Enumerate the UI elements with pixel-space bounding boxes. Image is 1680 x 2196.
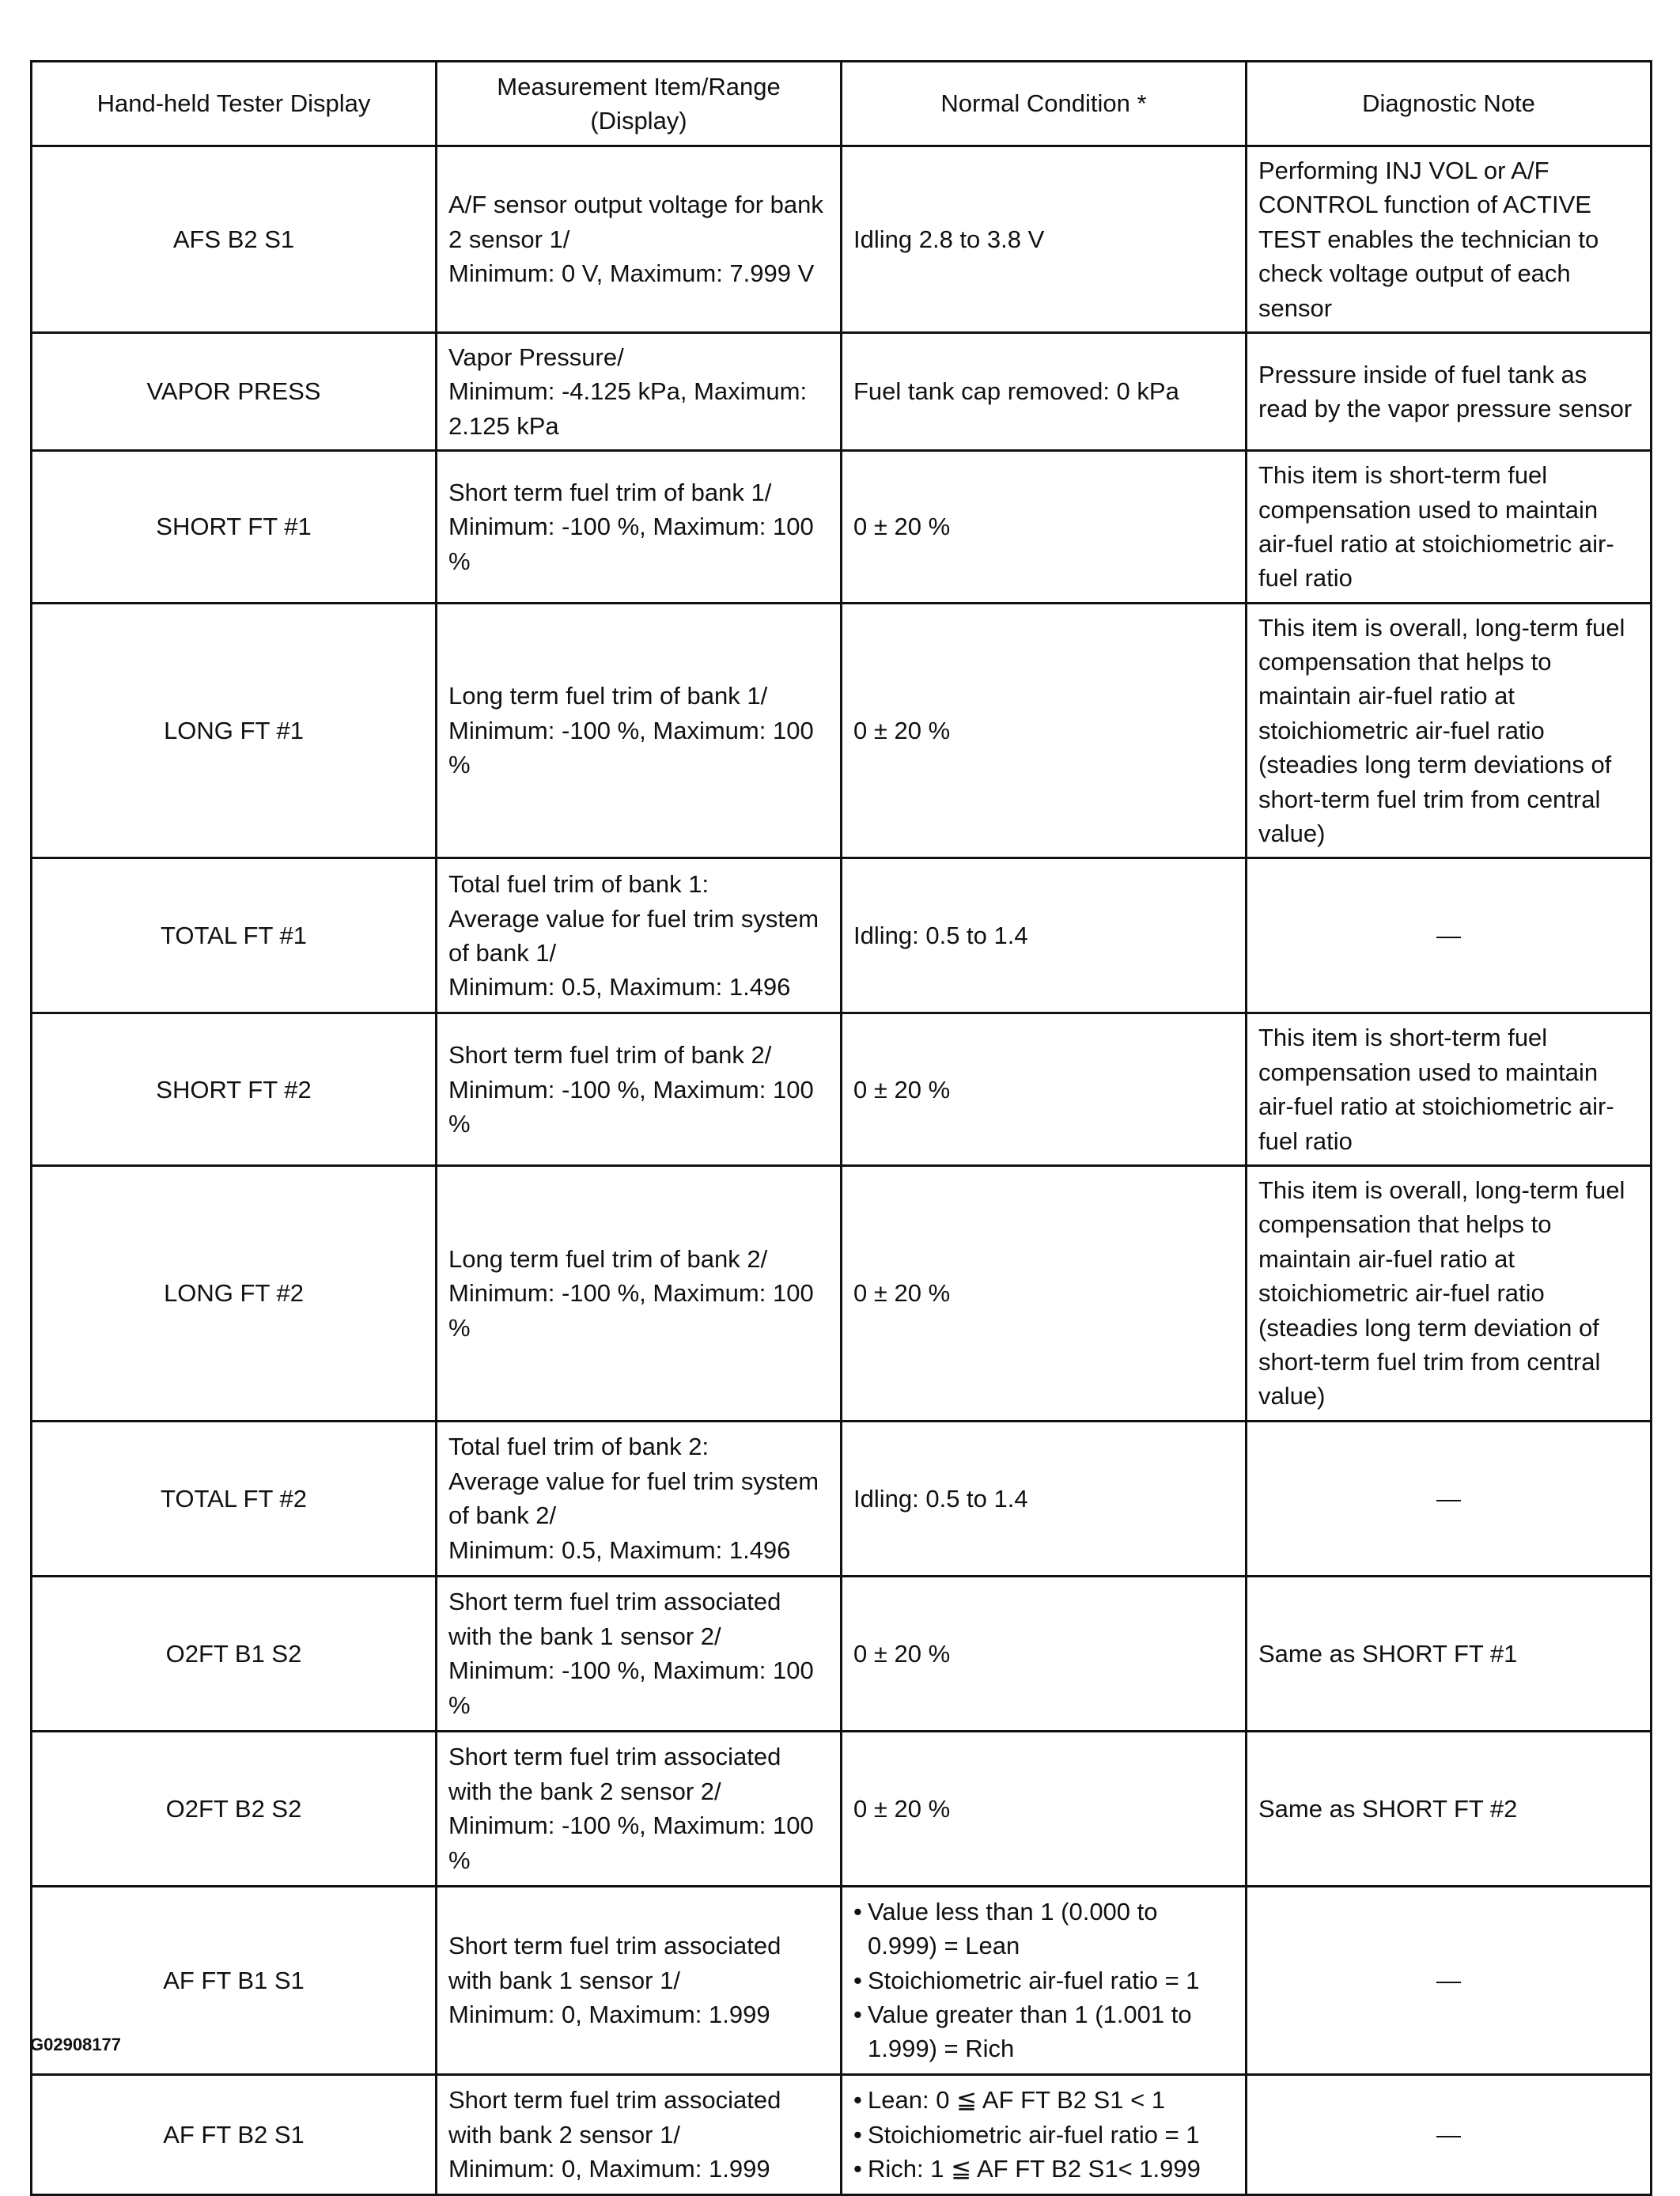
header-measurement-item: Measurement Item/Range (Display)	[437, 62, 842, 146]
header-row	[32, 62, 1652, 146]
normal-condition-list	[853, 1895, 1234, 2066]
measurement-range-cell: Short term fuel trim of bank 2/ Minimum: -100 %, Maximum: 100 %	[437, 1013, 842, 1166]
tester-display-cell: O2FT B1 S2	[32, 1576, 437, 1731]
tester-display-cell: LONG FT #2	[32, 1165, 437, 1421]
normal-condition-cell: Idling: 0.5 to 1.4	[842, 1421, 1247, 1576]
normal-condition-cell: Fuel tank cap removed: 0 kPa	[842, 332, 1247, 450]
tester-display-cell: TOTAL FT #2	[32, 1421, 437, 1576]
diagnostic-data-table	[30, 60, 1652, 2196]
normal-condition-cell: 0 ± 20 %	[842, 1731, 1247, 1886]
table-header	[32, 62, 1652, 146]
measurement-range-cell: Short term fuel trim associated with the bank 1 sensor 2/ Minimum: -100 %, Maximum: 100 %	[437, 1576, 842, 1731]
normal-condition-cell: 0 ± 20 %	[842, 603, 1247, 858]
diagnostic-note-cell: —	[1247, 2074, 1652, 2194]
measurement-range-cell: Long term fuel trim of bank 1/ Minimum: -100 %, Maximum: 100 %	[437, 603, 842, 858]
tester-display-cell: LONG FT #1	[32, 603, 437, 858]
table-row	[32, 1421, 1652, 1576]
diagnostic-note-cell: —	[1247, 1886, 1652, 2074]
normal-condition-cell: Idling 2.8 to 3.8 V	[842, 146, 1247, 333]
table-row	[32, 332, 1652, 450]
table-row	[32, 2074, 1652, 2194]
table-row	[32, 1731, 1652, 1886]
diagnostic-note-cell: Pressure inside of fuel tank as read by the vapor pressure sensor	[1247, 332, 1652, 450]
figure-id-label: G02908177	[30, 2035, 121, 2054]
normal-condition-cell	[842, 2074, 1247, 2194]
normal-condition-cell: 0 ± 20 %	[842, 1165, 1247, 1421]
table-row	[32, 603, 1652, 858]
list-item: • Value less than 1 (0.000 to 0.999) = Lean	[853, 1895, 1234, 1963]
list-item: • Stoichiometric air-fuel ratio = 1	[853, 1963, 1234, 1997]
normal-condition-cell: 0 ± 20 %	[842, 451, 1247, 604]
diagnostic-note-cell: Same as SHORT FT #2	[1247, 1731, 1652, 1886]
list-item: • Stoichiometric air-fuel ratio = 1	[853, 2118, 1234, 2152]
diagnostic-note-cell: —	[1247, 858, 1652, 1013]
measurement-range-cell: Vapor Pressure/ Minimum: -4.125 kPa, Maximum: 2.125 kPa	[437, 332, 842, 450]
normal-condition-cell: 0 ± 20 %	[842, 1013, 1247, 1166]
measurement-range-cell: Total fuel trim of bank 2: Average value for fuel trim system of bank 2/ Minimum: 0.5, Maximum: 1.496	[437, 1421, 842, 1576]
tester-display-cell: SHORT FT #1	[32, 451, 437, 604]
table-row	[32, 858, 1652, 1013]
table-row	[32, 1013, 1652, 1166]
tester-display-cell: VAPOR PRESS	[32, 332, 437, 450]
list-item: • Lean: 0 ≦ AF FT B2 S1 < 1	[853, 2083, 1234, 2117]
diagnostic-note-cell: This item is overall, long-term fuel compensation that helps to maintain air-fuel ratio at stoichiometric air-fuel ratio (steadies long term deviations of short-term fuel trim from central value)	[1247, 603, 1652, 858]
list-item: • Rich: 1 ≦ AF FT B2 S1< 1.999	[853, 2152, 1234, 2186]
measurement-range-cell: Long term fuel trim of bank 2/ Minimum: -100 %, Maximum: 100 %	[437, 1165, 842, 1421]
measurement-range-cell: Short term fuel trim of bank 1/ Minimum: -100 %, Maximum: 100 %	[437, 451, 842, 604]
diagnostic-note-cell: Same as SHORT FT #1	[1247, 1576, 1652, 1731]
normal-condition-cell	[842, 1886, 1247, 2074]
measurement-range-cell: A/F sensor output voltage for bank 2 sensor 1/ Minimum: 0 V, Maximum: 7.999 V	[437, 146, 842, 333]
normal-condition-list	[853, 2083, 1234, 2186]
table-row	[32, 1886, 1652, 2074]
measurement-range-cell: Short term fuel trim associated with the bank 2 sensor 2/ Minimum: -100 %, Maximum: 100 %	[437, 1731, 842, 1886]
tester-display-cell: AFS B2 S1	[32, 146, 437, 333]
tester-display-cell: SHORT FT #2	[32, 1013, 437, 1166]
diagnostic-note-cell: This item is overall, long-term fuel compensation that helps to maintain air-fuel ratio at stoichiometric air-fuel ratio (steadies long term deviation of short-term fuel trim from central value)	[1247, 1165, 1652, 1421]
measurement-range-cell: Short term fuel trim associated with bank 1 sensor 1/ Minimum: 0, Maximum: 1.999	[437, 1886, 842, 2074]
table-row	[32, 1165, 1652, 1421]
diagnostic-note-cell: —	[1247, 1421, 1652, 1576]
diagnostic-note-cell: This item is short-term fuel compensation used to maintain air-fuel ratio at stoichiometric air-fuel ratio	[1247, 451, 1652, 604]
table-row	[32, 451, 1652, 604]
tester-display-cell: AF FT B2 S1	[32, 2074, 437, 2194]
tester-display-cell: TOTAL FT #1	[32, 858, 437, 1013]
tester-display-cell: AF FT B1 S1	[32, 1886, 437, 2074]
tester-display-cell: O2FT B2 S2	[32, 1731, 437, 1886]
header-normal-condition: Normal Condition *	[842, 62, 1247, 146]
diagnostic-note-cell: This item is short-term fuel compensation used to maintain air-fuel ratio at stoichiometric air-fuel ratio	[1247, 1013, 1652, 1166]
measurement-range-cell: Total fuel trim of bank 1: Average value for fuel trim system of bank 1/ Minimum: 0.5, Maximum: 1.496	[437, 858, 842, 1013]
table-row	[32, 1576, 1652, 1731]
measurement-range-cell: Short term fuel trim associated with bank 2 sensor 1/ Minimum: 0, Maximum: 1.999	[437, 2074, 842, 2194]
header-tester-display: Hand-held Tester Display	[32, 62, 437, 146]
table-body	[32, 146, 1652, 2195]
normal-condition-cell: Idling: 0.5 to 1.4	[842, 858, 1247, 1013]
diagnostic-note-cell: Performing INJ VOL or A/F CONTROL function of ACTIVE TEST enables the technician to check voltage output of each sensor	[1247, 146, 1652, 333]
header-diagnostic-note: Diagnostic Note	[1247, 62, 1652, 146]
list-item: • Value greater than 1 (1.001 to 1.999) = Rich	[853, 1997, 1234, 2066]
table-row	[32, 146, 1652, 333]
normal-condition-cell: 0 ± 20 %	[842, 1576, 1247, 1731]
